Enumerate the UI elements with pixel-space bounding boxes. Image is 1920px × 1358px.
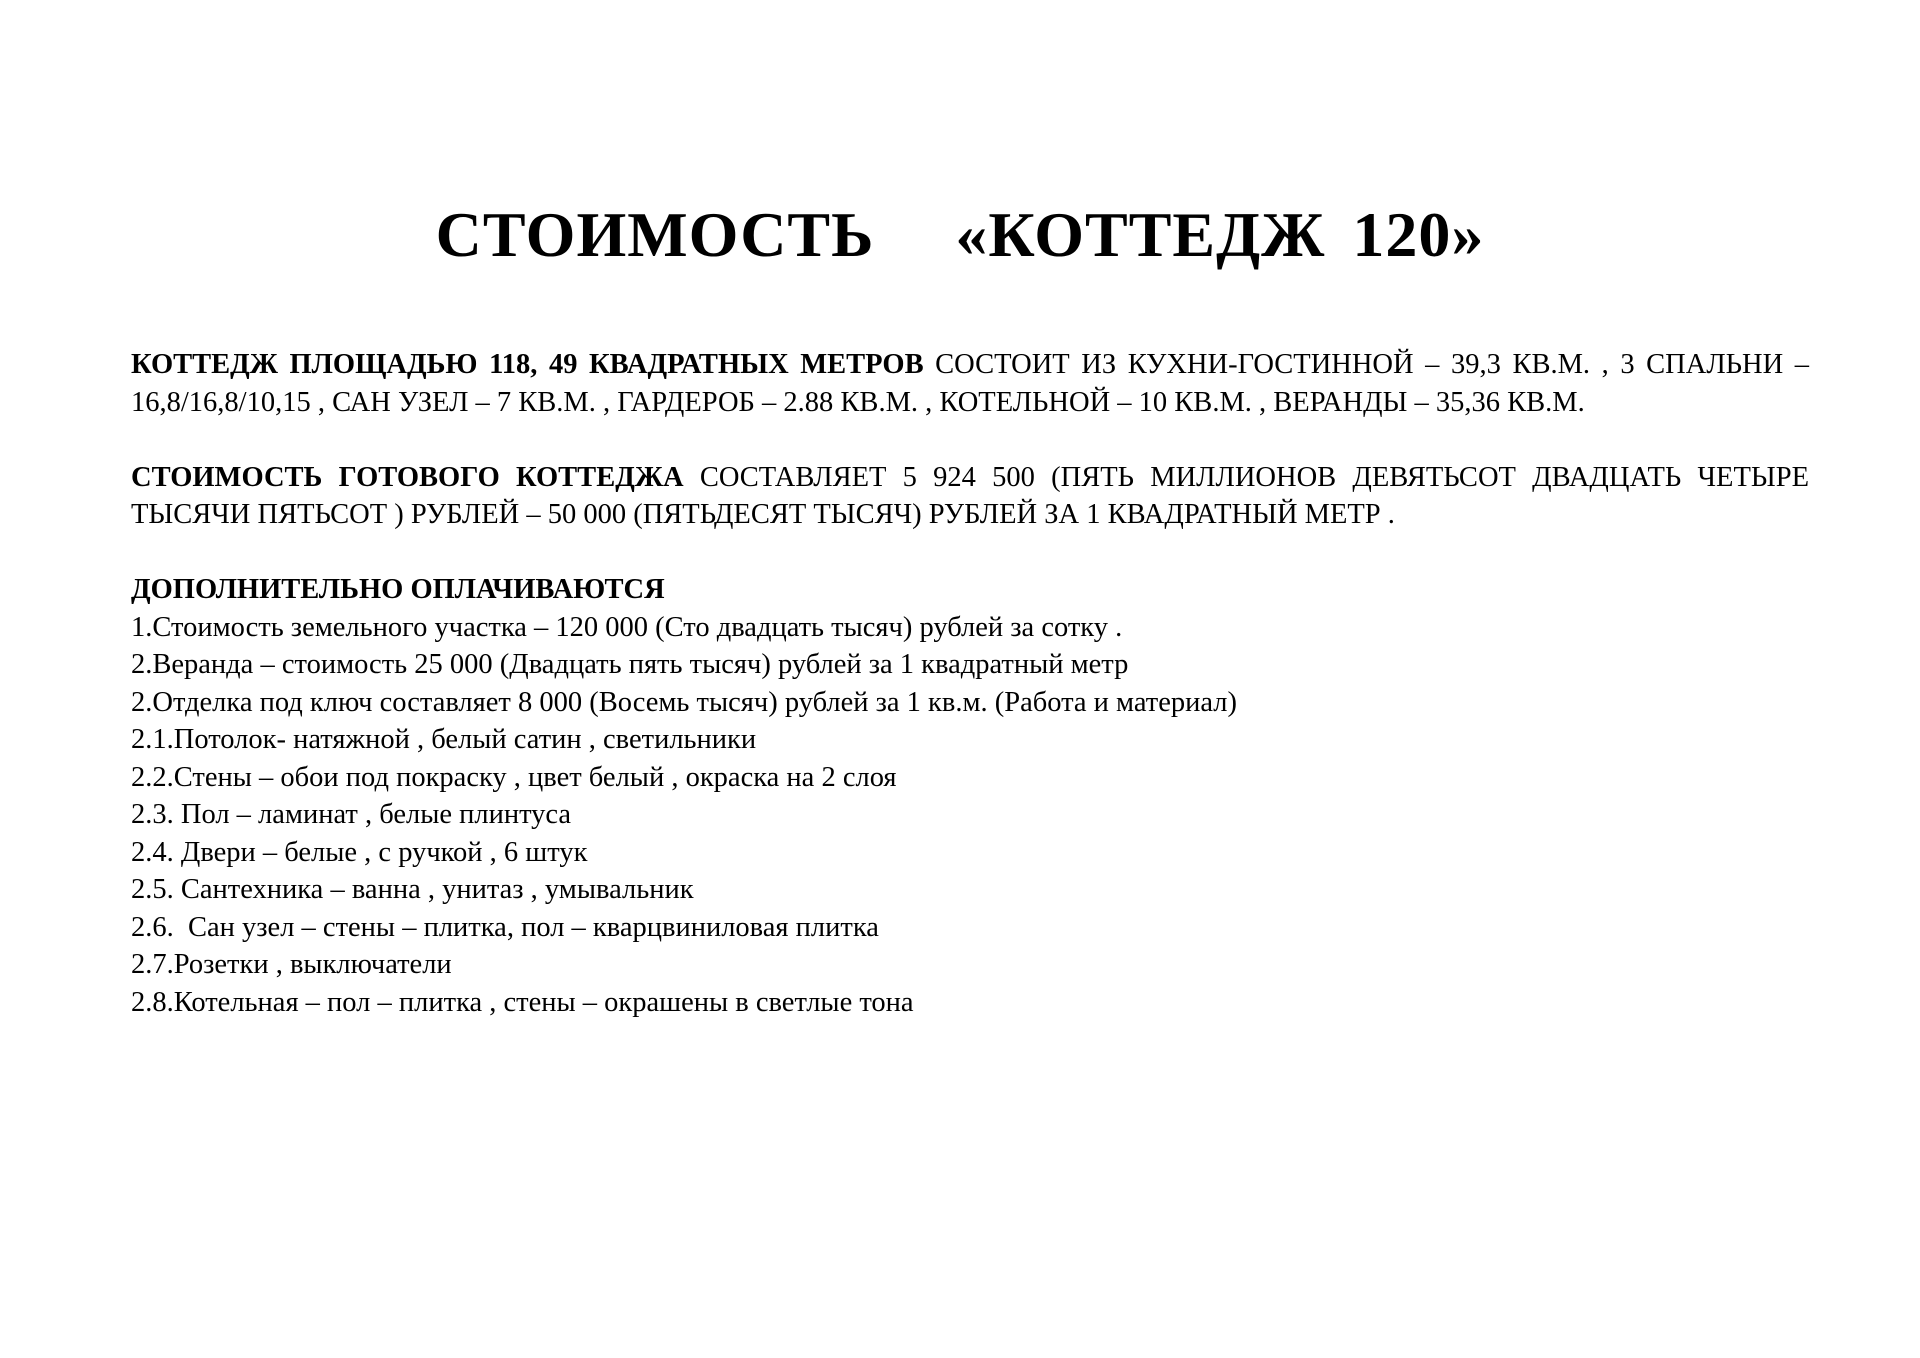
list-item: 2.5. Сантехника – ванна , унитаз , умывальник (131, 874, 694, 905)
list-item: 2.Отделка под ключ составляет 8 000 (Восемь тысяч) рублей за 1 кв.м. (Работа и материал) (131, 686, 1238, 718)
list-item: 2.8.Котельная – пол – плитка , стены – окрашены в светлые тона (131, 986, 914, 1018)
additional-list (131, 609, 1809, 1022)
list-item: 1.Стоимость земельного участка – 120 000 (Сто двадцать тысяч) рублей за сотку . (131, 611, 1123, 643)
document-body (131, 346, 1809, 1021)
list-item: 2.7.Розетки , выключатели (131, 949, 452, 980)
price-bold-lead: СТОИМОСТЬ ГОТОВОГО КОТТЕДЖА (131, 461, 684, 493)
document-title: СТОИМОСТЬ «КОТТЕДЖ 120» (435, 199, 1485, 270)
list-item: 2.4. Двери – белые , с ручкой , 6 штук (131, 836, 588, 868)
list-item: 2.Веранда – стоимость 25 000 (Двадцать пять тысяч) рублей за 1 квадратный метр (131, 649, 1129, 680)
description-bold-lead: КОТТЕДЖ ПЛОЩАДЬЮ 118, 49 КВАДРАТНЫХ МЕТРОВ (131, 349, 924, 380)
spacer (131, 534, 1809, 572)
list-item: 2.2.Стены – обои под покраску , цвет белый , окраска на 2 слоя (131, 761, 897, 793)
price-text: СОСТАВЛЯЕТ 5 924 500 (ПЯТЬ МИЛЛИОНОВ ДЕВЯТЬСОТ ДВАДЦАТЬ ЧЕТЫРЕ ТЫСЯЧИ ПЯТЬСОТ ) РУБЛЕЙ – 50 000 (ПЯТЬДЕСЯТ ТЫСЯЧ) РУБЛЕЙ ЗА 1 КВАДРАТНЫЙ МЕТР . (131, 461, 1809, 530)
description-paragraph (131, 346, 1809, 421)
additional-heading: ДОПОЛНИТЕЛЬНО ОПЛАЧИВАЮТСЯ (131, 574, 665, 605)
list-item: 2.3. Пол – ламинат , белые плинтуса (131, 799, 572, 830)
list-item: 2.1.Потолок- натяжной , белый сатин , светильники (131, 724, 757, 755)
list-item: 2.6. Сан узел – стены – плитка, пол – кварцвиниловая плитка (131, 911, 879, 943)
description-text: СОСТОИТ ИЗ КУХНИ-ГОСТИННОЙ – 39,3 КВ.М. , 3 СПАЛЬНИ – 16,8/16,8/10,15 , САН УЗЕЛ – 7 КВ.М. , ГАРДЕРОБ – 2.88 КВ.М. , КОТЕЛЬНОЙ – 10 КВ.М. , ВЕРАНДЫ – 35,36 КВ.М. (131, 349, 1809, 418)
price-paragraph (131, 459, 1809, 534)
spacer (131, 421, 1809, 459)
